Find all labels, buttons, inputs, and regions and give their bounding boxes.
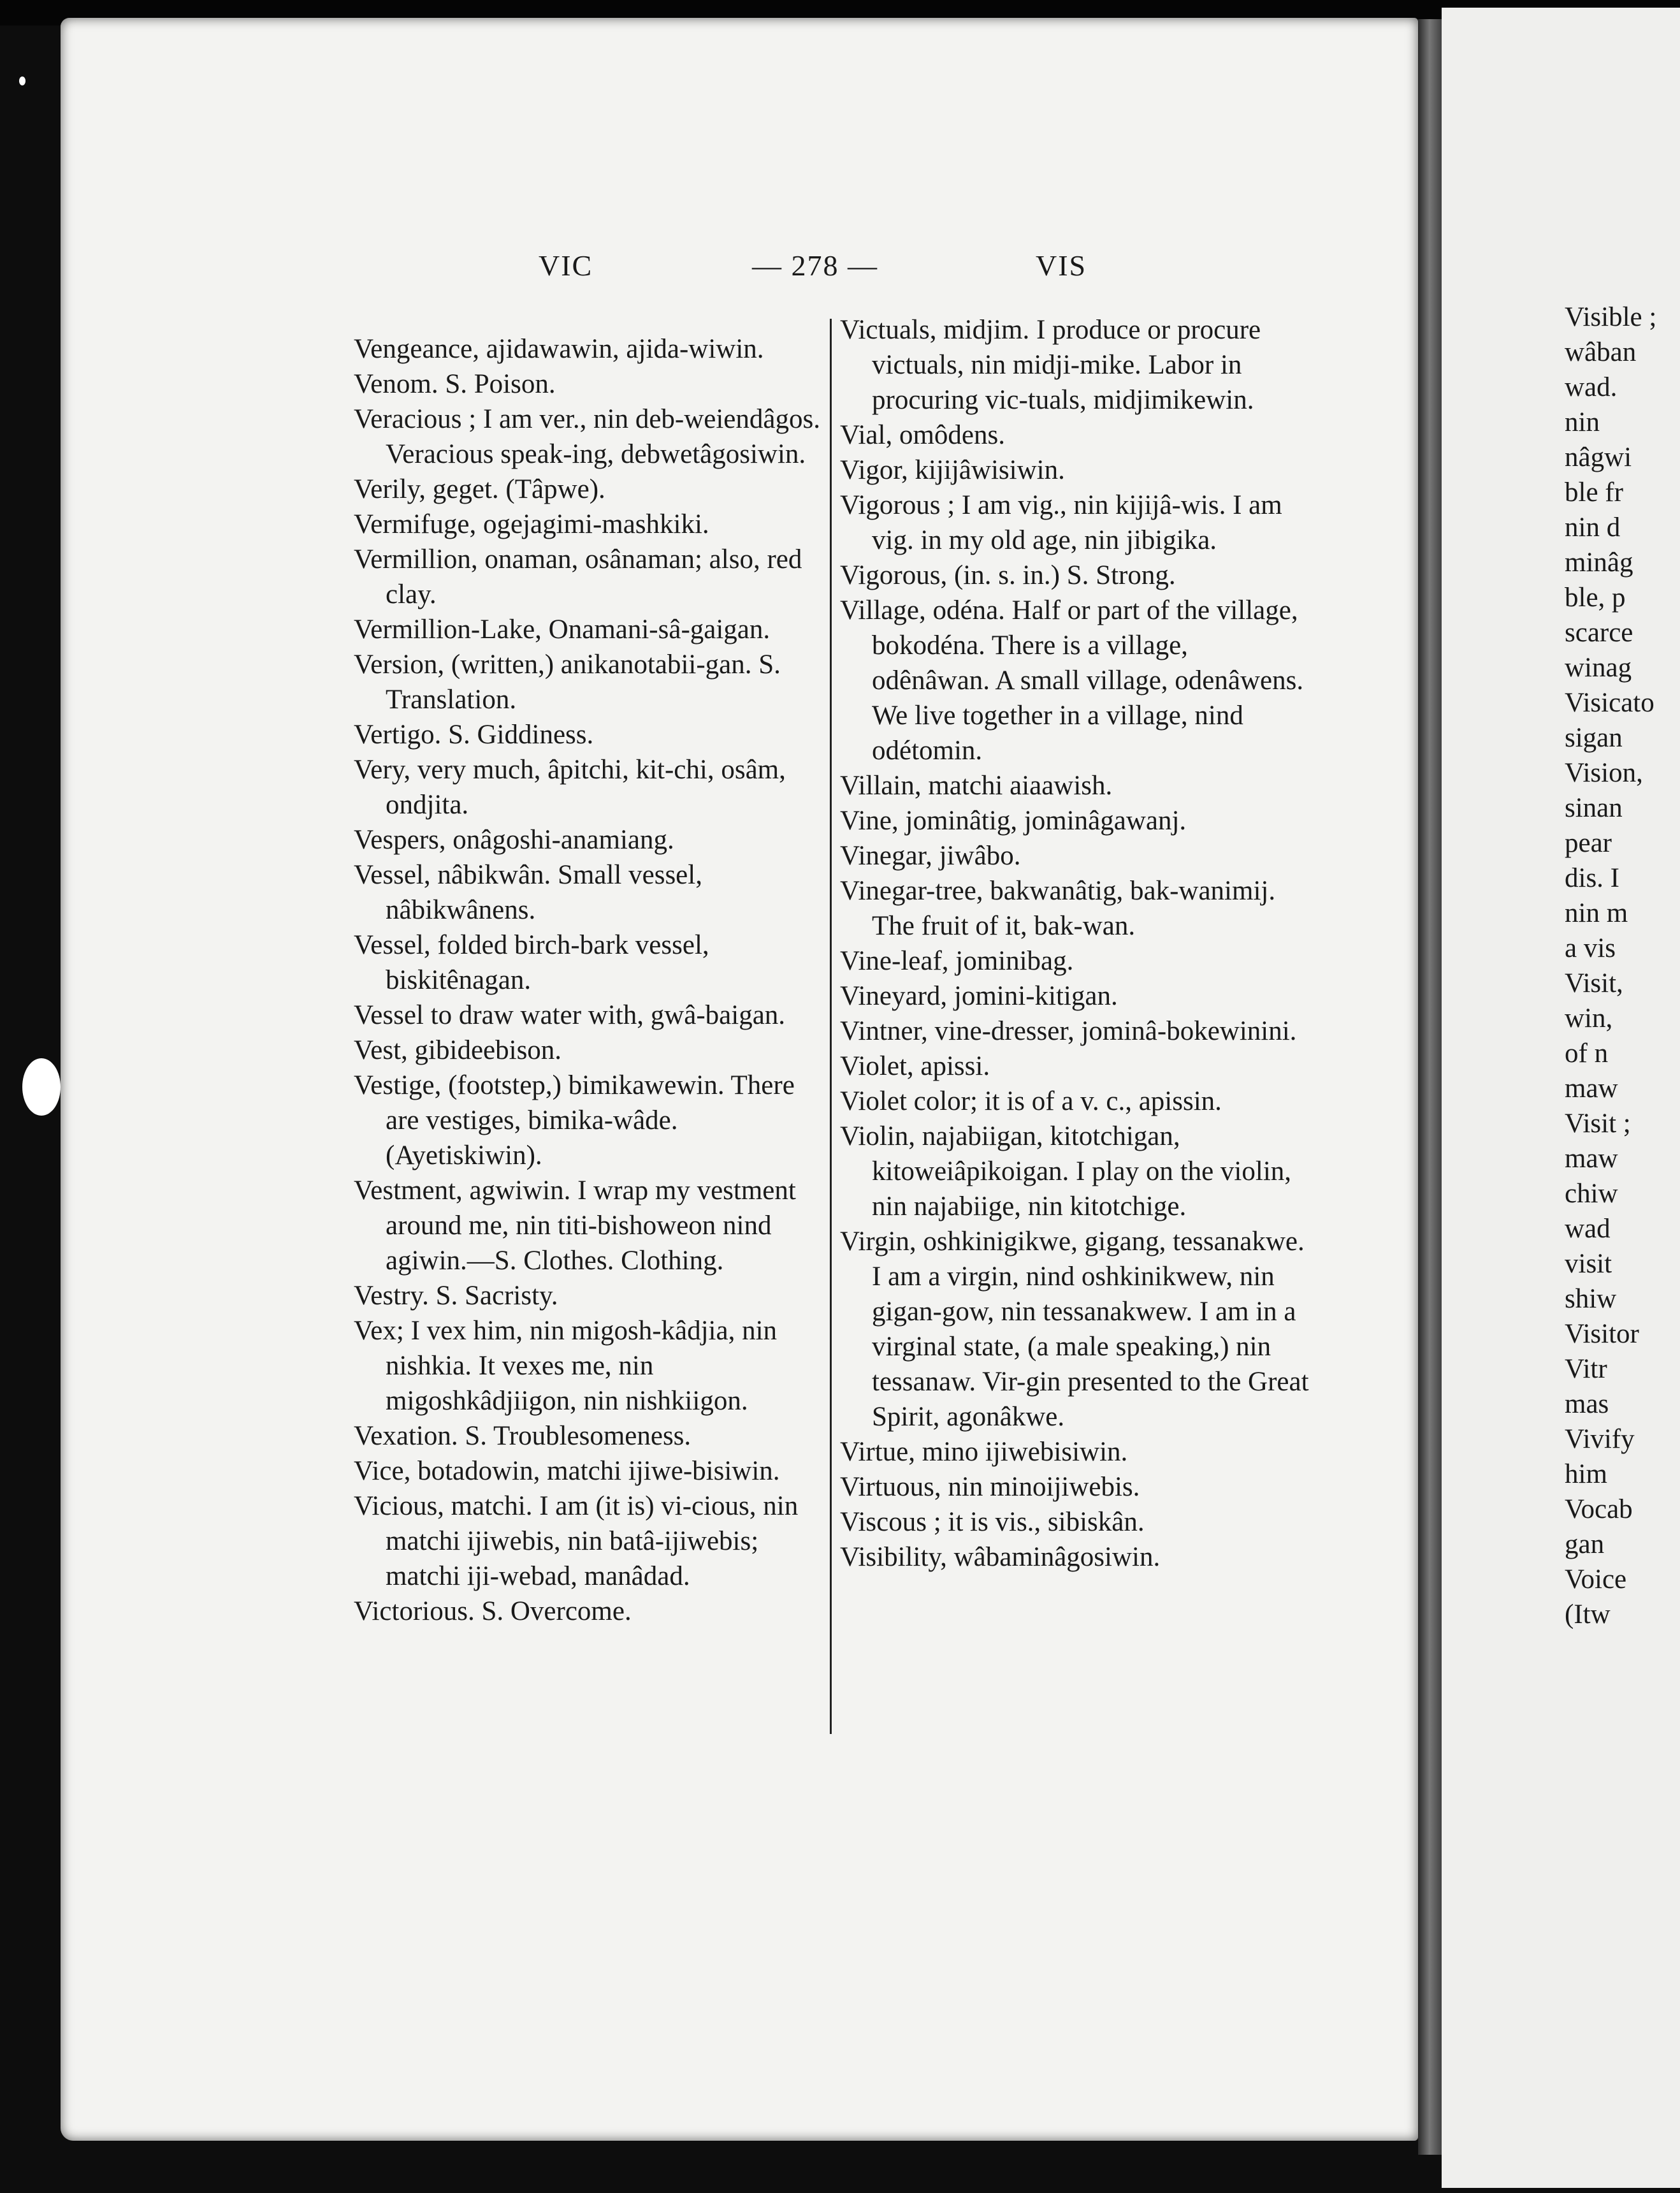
fragment: wad: [1565, 1214, 1611, 1244]
entry: Vintner, vine-dresser, jominâ-bokewinini.: [840, 1016, 1297, 1046]
book-gutter: [1418, 19, 1444, 2155]
entry: Vigor, kijijâwisiwin.: [840, 455, 1065, 485]
entry: Village, odéna. Half or part of the village, bokodéna. There is a village, odênâwan. A small village, odenâwens. We live together in a village, nind odétomin.: [840, 595, 1304, 766]
entry: Vine, jominâtig, jominâgawanj.: [840, 806, 1187, 836]
entry: Vespers, onâgoshi-anamiang.: [354, 825, 674, 855]
entry: Vineyard, jomini-kitigan.: [840, 981, 1118, 1011]
fragment: of n: [1565, 1038, 1609, 1068]
fragment: sinan: [1565, 793, 1623, 823]
entry: Vexation. S. Troublesomeness.: [354, 1421, 692, 1451]
fragment: nin: [1565, 407, 1600, 437]
fragment: Vitr: [1565, 1354, 1607, 1384]
page-number: — 278 —: [752, 249, 878, 282]
fragment: Visicato: [1565, 688, 1655, 718]
fragment: Vivify: [1565, 1424, 1635, 1454]
entry: Vestry. S. Sacristy.: [354, 1281, 558, 1311]
entry: Vine-leaf, jominibag.: [840, 946, 1074, 976]
entry: Verily, geget. (Tâpwe).: [354, 474, 605, 504]
fragment: maw: [1565, 1074, 1618, 1104]
entry: Victuals, midjim. I produce or procure victuals, nin midji-mike. Labor in procuring vic-tuals, midjimikewin.: [840, 315, 1261, 415]
entry: Vigorous, (in. s. in.) S. Strong.: [840, 560, 1176, 590]
next-page-column: [1565, 300, 1680, 1632]
entry: Viscous ; it is vis., sibiskân.: [840, 1507, 1145, 1537]
fragment: pear: [1565, 828, 1612, 858]
entry: Vengeance, ajidawawin, ajida-wiwin.: [354, 334, 764, 364]
fragment: maw: [1565, 1144, 1618, 1174]
entry: Vinegar-tree, bakwanâtig, bak-wanimij. The fruit of it, bak-wan.: [840, 876, 1276, 941]
fragment: Visit,: [1565, 968, 1623, 998]
fragment: Voice: [1565, 1564, 1627, 1594]
fragment: visit: [1565, 1249, 1612, 1279]
entry: Violin, najabiigan, kitotchigan, kitoweiâpikoigan. I play on the violin, nin najabiige, nin kitotchige.: [840, 1121, 1292, 1221]
entry: Vestige, (footstep,) bimikawewin. There are vestiges, bimika-wâde. (Ayetiskiwin).: [354, 1070, 795, 1170]
fragment: a vis: [1565, 933, 1616, 963]
entry: Victorious. S. Overcome.: [354, 1596, 632, 1626]
entry: Vial, omôdens.: [840, 420, 1005, 450]
entry: Vinegar, jiwâbo.: [840, 841, 1021, 871]
entry: Vermillion, onaman, osânaman; also, red clay.: [354, 544, 802, 609]
running-head-right: VIS: [1036, 249, 1087, 282]
entry: Version, (written,) anikanotabii-gan. S. Translation.: [354, 650, 781, 715]
fragment: ble fr: [1565, 477, 1623, 507]
scan-speck: [19, 76, 25, 85]
entry: Villain, matchi aiaawish.: [840, 771, 1113, 801]
fragment: him: [1565, 1459, 1607, 1489]
fragment: scarce: [1565, 618, 1633, 648]
entry: Vestment, agwiwin. I wrap my vestment around me, nin titi-bishoweon nind agiwin.—S. Clothes. Clothing.: [354, 1176, 796, 1276]
entry: Violet, apissi.: [840, 1051, 990, 1081]
entry: Violet color; it is of a v. c., apissin.: [840, 1086, 1222, 1116]
entry: Virtuous, nin minoijiwebis.: [840, 1472, 1140, 1502]
entry: Vessel, folded birch-bark vessel, biskitênagan.: [354, 930, 709, 995]
fragment: winag: [1565, 653, 1632, 683]
entry: Vertigo. S. Giddiness.: [354, 720, 594, 750]
entry: Vest, gibideebison.: [354, 1035, 562, 1065]
entry: Vice, botadowin, matchi ijiwe-bisiwin.: [354, 1456, 780, 1486]
running-head-left: VIC: [539, 249, 593, 282]
entry: Vermifuge, ogejagimi-mashkiki.: [354, 509, 709, 539]
right-column: [829, 312, 1312, 1575]
entry: Virgin, oshkinigikwe, gigang, tessanakwe. I am a virgin, nind oshkinikwew, nin gigan-gow, nin tessanakwew. I am in a virginal state, (a male speaking,) nin tessanaw. Vir-gin presented to the Great Spirit, agonâkwe.: [840, 1227, 1309, 1432]
fragment: Vision,: [1565, 758, 1643, 788]
fragment: nâgwi: [1565, 442, 1632, 472]
fragment: sigan: [1565, 723, 1623, 753]
fragment: wad.: [1565, 372, 1618, 402]
fragment: win,: [1565, 1003, 1613, 1033]
entry: Visibility, wâbaminâgosiwin.: [840, 1542, 1161, 1572]
entry: Virtue, mino ijiwebisiwin.: [840, 1437, 1128, 1467]
fragment: Visit ;: [1565, 1109, 1631, 1139]
entry: Vermillion-Lake, Onamani-sâ-gaigan.: [354, 615, 771, 645]
fragment: nin m: [1565, 898, 1628, 928]
fragment: minâg: [1565, 548, 1633, 578]
fragment: wâban: [1565, 337, 1637, 367]
fragment: mas: [1565, 1389, 1609, 1419]
fragment: shiw: [1565, 1284, 1617, 1314]
entry: Vex; I vex him, nin migosh-kâdjia, nin nishkia. It vexes me, nin migoshkâdjiigon, nin nishkiigon.: [354, 1316, 778, 1416]
left-column: [354, 332, 825, 1629]
fragment: gan: [1565, 1529, 1605, 1559]
entry: Very, very much, âpitchi, kit-chi, osâm, ondjita.: [354, 755, 786, 820]
fragment: Visible ;: [1565, 302, 1657, 332]
entry: Vessel, nâbikwân. Small vessel, nâbikwânens.: [354, 860, 702, 925]
fragment: Vocab: [1565, 1494, 1633, 1524]
entry: Venom. S. Poison.: [354, 369, 556, 399]
entry: Vicious, matchi. I am (it is) vi-cious, nin matchi ijiwebis, nin batâ-ijiwebis; matchi iji-webad, manâdad.: [354, 1491, 799, 1591]
fragment: ble, p: [1565, 583, 1626, 613]
entry: Veracious ; I am ver., nin deb-weiendâgos. Veracious speak-ing, debwetâgosiwin.: [354, 404, 820, 469]
fragment: chiw: [1565, 1179, 1618, 1209]
entry: Vessel to draw water with, gwâ-baigan.: [354, 1000, 786, 1030]
fragment: nin d: [1565, 513, 1621, 543]
scan-speck: [22, 1058, 61, 1116]
entry: Vigorous ; I am vig., nin kijijâ-wis. I am vig. in my old age, nin jibigika.: [840, 490, 1282, 555]
fragment: Visitor: [1565, 1319, 1639, 1349]
fragment: dis. I: [1565, 863, 1619, 893]
fragment: (Itw: [1565, 1599, 1611, 1629]
